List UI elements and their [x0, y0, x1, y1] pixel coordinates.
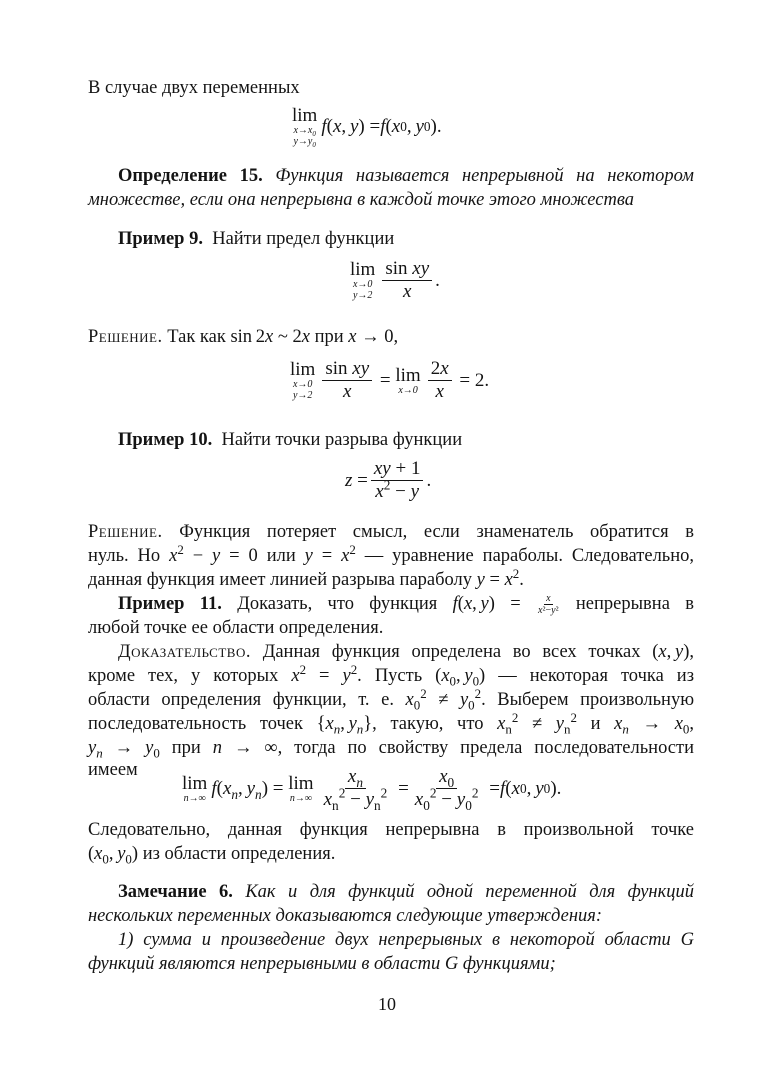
definition-text: Функция называется непрерывной на некотором	[275, 166, 694, 186]
solution-2-line2: нуль. Но $x^2 - y = 0$ или $y = x^2$ — уравнение параболы. Следовательно,	[88, 541, 695, 566]
remark-label: Замечание 6.	[118, 882, 233, 902]
example-11-line2: любой точке ее области определения.	[88, 618, 384, 638]
proof-text: области определения функции, т. е.	[88, 690, 394, 710]
intro-text: В случае двух переменных	[88, 78, 300, 98]
remark-text: функций являются непрерывными в области	[88, 954, 441, 974]
proof-text: последовательность точек	[88, 714, 303, 734]
solution-text: нуль. Но	[88, 546, 161, 566]
proof-text: кроме тех, у которых	[88, 666, 279, 686]
remark-6-line4: функций являются непрерывными в области G функциями;	[88, 954, 556, 974]
proof-line6: имеем	[88, 760, 138, 780]
limit-formula-3: lim x→0 y→2 $\frac{\text{sin xy}}{x}$ = lim x→0 $\frac{2x}{x}$ = 2.	[290, 358, 490, 402]
proof-text: при	[171, 738, 201, 758]
solution-text: Так как	[167, 327, 226, 347]
definition-15-line2: множестве, если она непрерывна в каждой точке этого множества	[88, 190, 634, 210]
definition-15-line1	[118, 164, 694, 188]
proof-label: Доказательство.	[118, 642, 251, 662]
remark-text: 1) сумма и произведение двух непрерывных в некоторой области	[118, 930, 671, 950]
limit-formula-2: lim x→0 y→2 $\frac{\text{sin xy}}{x}$ .	[350, 258, 440, 302]
remark-6-line3: 1) сумма и произведение двух непрерывных в некоторой области G	[118, 930, 694, 950]
solution-1: Решение. Так как sin 2x ~ 2x при x → 0,	[88, 327, 399, 347]
example-label: Пример 9.	[118, 229, 203, 249]
proof-text: и	[590, 714, 601, 734]
conclusion-text: из области определения.	[142, 844, 336, 864]
solution-text: или	[266, 546, 296, 566]
solution-text: данная функция имеет линией разрыва параболу	[88, 570, 473, 590]
proof-line3: области определения функции, т. е. $x_0^2 \ne y_0^2$. Выберем произвольную	[88, 685, 695, 713]
proof-text: , такую, что	[372, 714, 484, 734]
remark-6-line1	[118, 880, 694, 904]
proof-text: — некоторая точка из	[498, 666, 695, 686]
solution-label: Решение.	[88, 522, 163, 542]
proof-text: , тогда по свойству предела последовательности	[277, 738, 694, 758]
remark-6-line2: нескольких переменных доказываются следующие утверждения:	[88, 906, 603, 926]
proof-text: Данная функция определена во всех точках	[262, 642, 641, 662]
solution-2-line3: данная функция имеет линией разрыва параболу $y = x^2$.	[88, 565, 524, 590]
remark-text: Как и для функций одной переменной для функций	[245, 882, 694, 902]
example-text: Доказать, что функция	[237, 594, 438, 614]
example-11-line1: Пример 11. Доказать, что функция f(x, y) = $\frac{x}{\text{x²−y²}}$ непрерывна в	[118, 593, 694, 617]
solution-text: Функция потеряет смысл, если знаменатель обратится в	[179, 522, 694, 542]
proof-line2: кроме тех, у которых $x^2 = y^2$. Пусть ($x_0$, $y_0$) — некоторая точка из	[88, 661, 695, 689]
example-9	[118, 227, 694, 251]
solution-2-line1	[88, 520, 694, 544]
proof-line5: $y_n \to y_0$ при n → ∞, тогда по свойству предела последовательности	[88, 738, 694, 761]
example-text: Найти точки разрыва функции	[221, 430, 463, 450]
proof-line4: последовательность точек {$x_n$, $y_n$}, такую, что $x_n^2 \ne y_n^2$ и $x_n \to x_0$,	[88, 709, 695, 737]
example-label: Пример 11.	[118, 594, 222, 614]
page-number: 10	[378, 994, 396, 1014]
conclusion-line1: Следовательно, данная функция непрерывна в произвольной точке	[88, 820, 694, 840]
definition-label: Определение 15.	[118, 166, 263, 186]
example-text: Найти предел функции	[212, 229, 395, 249]
limit-formula-1: lim $x\to x_0$ $y\to y_0$ f ( x , y ) = f ( x 0 , y 0 ).	[292, 105, 442, 149]
example-text: непрерывна в	[575, 594, 694, 614]
proof-text: Пусть	[374, 666, 423, 686]
limit-formula-sequence: lim n→∞ f ( $x_n$ , $y_n$ ) = lim n→∞ $\frac{x_n}{x_n^2 - y_n^2}$ = $\frac{x_0}{x_0^2 - y_0^2}$ = f ( x 0 , y 0 ).	[182, 766, 562, 813]
conclusion-line2: ($x_0$, $y_0$) из области определения.	[88, 844, 336, 867]
function-formula-z: z = $\frac{xy + 1}{x^2 - y}$ .	[345, 458, 432, 502]
example-label: Пример 10.	[118, 430, 213, 450]
solution-text: — уравнение параболы. Следовательно,	[364, 546, 695, 566]
proof-line1: Доказательство. Данная функция определена во всех точках (x, y),	[118, 642, 694, 662]
proof-text: Выберем произвольную	[497, 690, 695, 710]
solution-label: Решение.	[88, 327, 163, 347]
example-10	[118, 428, 694, 452]
remark-text: функциями;	[462, 954, 556, 974]
